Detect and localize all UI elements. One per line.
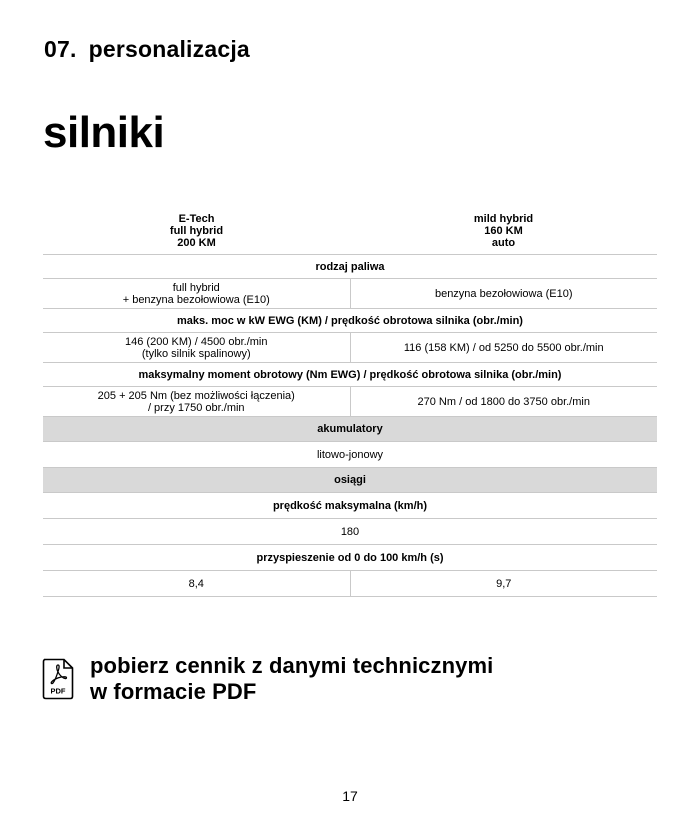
table-row <box>43 309 657 333</box>
fuel-type-etech: full hybrid + benzyna bezołowiowa (E10) <box>43 279 350 309</box>
download-line-1[interactable]: pobierz cennik z danymi technicznymi <box>90 653 494 678</box>
table-row <box>43 417 657 442</box>
section-number: 07. <box>44 36 77 62</box>
pdf-icon <box>42 658 74 700</box>
table-row <box>43 387 657 417</box>
acceleration-etech: 8,4 <box>43 571 350 597</box>
table-row <box>43 571 657 597</box>
download-text[interactable] <box>90 653 493 705</box>
performance-group-header: osiągi <box>43 468 657 493</box>
acceleration-mild-hybrid: 9,7 <box>350 571 657 597</box>
engine-specs-table <box>43 208 657 597</box>
battery-type-value: litowo-jonowy <box>43 442 657 468</box>
fuel-type-mild-hybrid: benzyna bezołowiowa (E10) <box>350 279 657 309</box>
table-row <box>43 255 657 279</box>
fuel-type-label: rodzaj paliwa <box>43 255 657 279</box>
table-row <box>43 468 657 493</box>
max-torque-etech: 205 + 205 Nm (bez możliwości łączenia) / przy 1750 obr./min <box>43 387 350 417</box>
table-row <box>43 333 657 363</box>
table-row <box>43 545 657 571</box>
column-header-etech: E-Tech full hybrid 200 KM <box>43 208 350 255</box>
table-row <box>43 363 657 387</box>
table-row <box>43 279 657 309</box>
table-header-row <box>43 208 657 255</box>
table-row <box>43 442 657 468</box>
page-number: 17 <box>342 788 358 804</box>
acceleration-label: przyspieszenie od 0 do 100 km/h (s) <box>43 545 657 571</box>
section-title <box>44 36 250 63</box>
section-name: personalizacja <box>88 36 250 62</box>
pdf-icon-label: PDF <box>50 686 66 696</box>
column-header-mild-hybrid: mild hybrid 160 KM auto <box>350 208 657 255</box>
download-line-2[interactable]: w formacie PDF <box>90 679 257 704</box>
max-power-label: maks. moc w kW EWG (KM) / prędkość obrotowa silnika (obr./min) <box>43 309 657 333</box>
max-power-mild-hybrid: 116 (158 KM) / od 5250 do 5500 obr./min <box>350 333 657 363</box>
max-torque-mild-hybrid: 270 Nm / od 1800 do 3750 obr./min <box>350 387 657 417</box>
top-speed-value: 180 <box>43 519 657 545</box>
table-row <box>43 519 657 545</box>
battery-group-header: akumulatory <box>43 417 657 442</box>
page-title: silniki <box>43 108 165 157</box>
max-power-etech: 146 (200 KM) / 4500 obr./min (tylko silnik spalinowy) <box>43 333 350 363</box>
pdf-download-link[interactable] <box>42 653 493 705</box>
top-speed-label: prędkość maksymalna (km/h) <box>43 493 657 519</box>
table-row <box>43 493 657 519</box>
max-torque-label: maksymalny moment obrotowy (Nm EWG) / prędkość obrotowa silnika (obr./min) <box>43 363 657 387</box>
